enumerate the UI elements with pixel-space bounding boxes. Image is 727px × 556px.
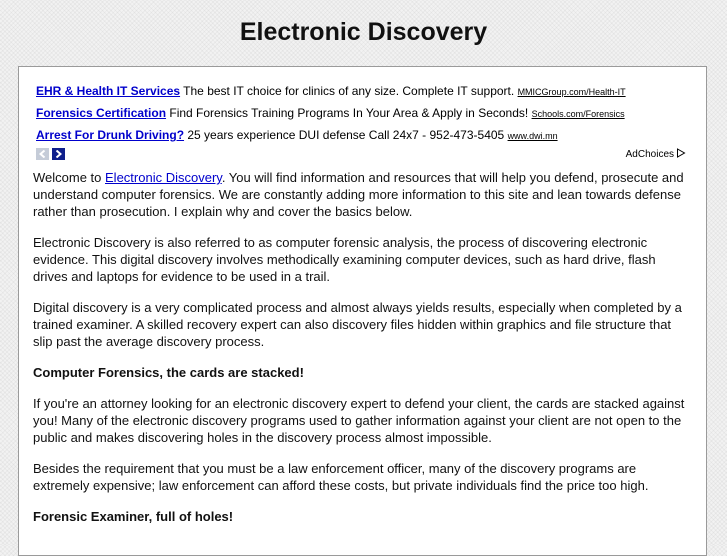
intro-paragraph xyxy=(33,169,688,220)
paragraph: Besides the requirement that you must be a law enforcement officer, many of the discovery programs are extremely expensive; law enforcement can afford these costs, but private individuals find the price too high. xyxy=(33,461,649,493)
paragraph: If you're an attorney looking for an electronic discovery expert to defend your client, the cards are stacked against you! Many of the electronic discovery programs used to gather information against your client are not open to the public and makes discovering holes in the discovery process almost impossible. xyxy=(33,396,685,445)
ad-nav xyxy=(36,148,706,166)
article-body xyxy=(19,166,706,525)
ad-title-link[interactable]: Arrest For Drunk Driving? xyxy=(36,128,185,142)
adchoices-label: AdChoices xyxy=(625,149,674,160)
ad-text: 25 years experience DUI defense Call 24x7 - 952-473-5405 xyxy=(184,128,508,142)
chevron-right-icon xyxy=(55,150,62,158)
ad-text: Find Forensics Training Programs In Your Area & Apply in Seconds! xyxy=(166,106,532,120)
ad-block xyxy=(19,67,706,166)
adchoices-icon xyxy=(676,148,686,158)
ad-item xyxy=(36,103,706,125)
ad-url-link[interactable]: MMICGroup.com/Health-IT xyxy=(517,87,626,97)
ad-next-button[interactable] xyxy=(52,148,65,160)
paragraph: Electronic Discovery is also referred to as computer forensic analysis, the process of discovering electronic evidence. This digital discovery involves methodically examining computer devices, such as hard drive, flash drives and laptops for evidence to be used in a trail. xyxy=(33,235,656,284)
intro-suffix: . You will find information and resources that will help you defend, prosecute and understand computer forensics. We are constantly adding more information to this site and lean towards defense rather than prosecution. I explain why and cover the basics below. xyxy=(33,170,684,219)
content-box xyxy=(18,66,707,556)
ad-title-link[interactable]: Forensics Certification xyxy=(36,106,167,120)
electronic-discovery-link[interactable]: Electronic Discovery xyxy=(105,170,222,185)
ad-item xyxy=(36,125,706,147)
section-heading: Computer Forensics, the cards are stacked! xyxy=(33,365,304,380)
paragraph: Digital discovery is a very complicated process and almost always yields results, especially when completed by a trained examiner. A skilled recovery expert can also discovery files hidden within graphics and file structure that slip past the average discovery process. xyxy=(33,300,682,349)
ad-title-link[interactable]: EHR & Health IT Services xyxy=(36,84,181,98)
ad-prev-button[interactable] xyxy=(36,148,49,160)
ad-item xyxy=(36,81,706,103)
section-heading: Forensic Examiner, full of holes! xyxy=(33,509,234,524)
intro-prefix: Welcome to xyxy=(33,170,106,185)
ad-url-link[interactable]: Schools.com/Forensics xyxy=(531,109,625,119)
chevron-left-icon xyxy=(39,150,46,158)
site-header xyxy=(0,0,727,66)
ad-url-link[interactable]: www.dwi.mn xyxy=(507,131,558,141)
adchoices-link[interactable] xyxy=(626,148,686,160)
page-title: Electronic Discovery xyxy=(239,18,488,46)
ad-text: The best IT choice for clinics of any size. Complete IT support. xyxy=(180,84,518,98)
